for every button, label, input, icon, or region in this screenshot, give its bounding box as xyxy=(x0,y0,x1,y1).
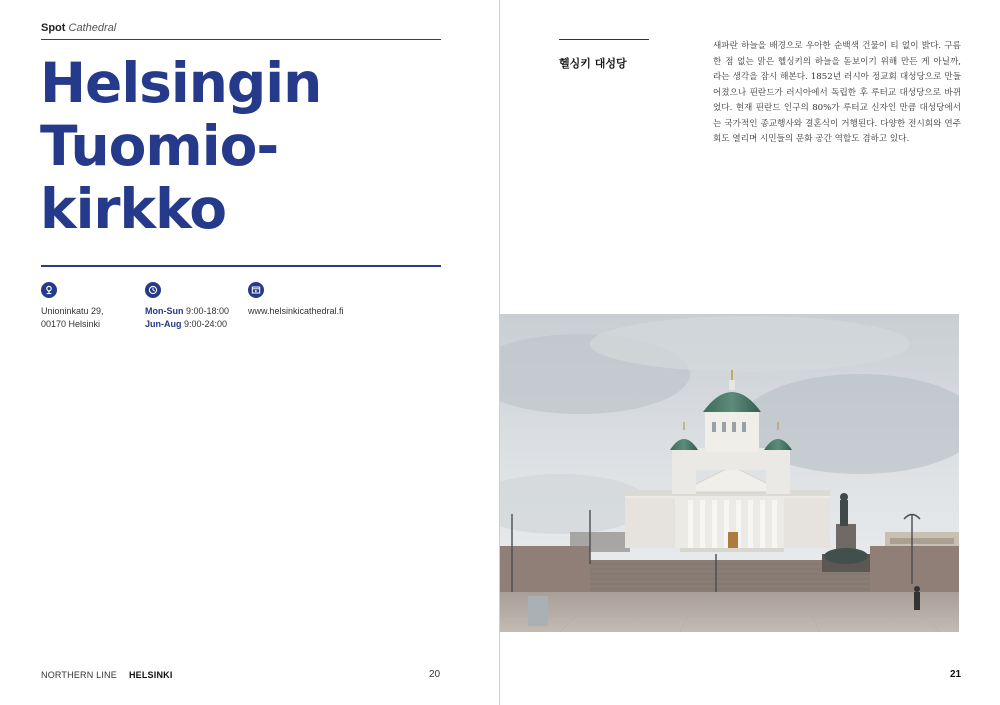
hours-row-1-value: 9:00-18:00 xyxy=(186,306,230,316)
subtitle-rule xyxy=(559,39,649,40)
browser-window-icon xyxy=(248,282,264,298)
cathedral-photo xyxy=(500,314,959,632)
website-link[interactable]: www.helsinkicathedral.fi xyxy=(248,306,344,316)
hours-block xyxy=(145,305,229,330)
title-line-1: Helsingin xyxy=(40,51,322,115)
page-number-right: 21 xyxy=(950,669,962,680)
hours-row-2-value: 9:00-24:00 xyxy=(184,318,228,329)
title-rule xyxy=(41,265,441,267)
section-label-category: Cathedral xyxy=(68,22,117,34)
hours-row-1-label: Mon-Sun xyxy=(145,306,184,316)
hours-row-2 xyxy=(145,318,229,331)
hours-row-2-label: Jun-Aug xyxy=(145,318,182,329)
section-label-spot: Spot xyxy=(41,22,66,34)
address-block xyxy=(41,305,104,330)
footer-left xyxy=(41,670,173,680)
title-line-3: kirkko xyxy=(40,177,227,241)
website-block xyxy=(248,305,344,318)
location-pin-icon xyxy=(41,282,57,298)
page-title xyxy=(40,52,460,241)
footer-city: HELSINKI xyxy=(128,670,173,680)
section-label xyxy=(41,22,116,34)
hours-row-1 xyxy=(145,305,229,318)
korean-subtitle: 헬싱키 대성당 xyxy=(559,57,627,70)
body-text: 새파란 하늘을 배경으로 우아한 순백색 건물이 티 없이 밝다. 구름 한 점 없는 맑은 헬싱키의 하늘을 돋보이기 위해 만든 게 아닐까, 라는 생각을 잠시 해본다. 1852년 러시아 정교회 대성당으로 만들어졌으나 핀란드가 러시아에서 독립한 후 루터교 대성당으로 바뀌었다. 현재 핀란드 인구의 80%가 루터교 신자인 만큼 대성당에서는 국가적인 종교행사와 결혼식이 거행된다. 다양한 전시회와 연주회도 열리며 시민들의 문화 공간 역할도 겸하고 있다. xyxy=(713,41,961,144)
page-number-left: 20 xyxy=(429,669,441,680)
address-line-2: 00170 Helsinki xyxy=(41,318,101,329)
footer-series: NORTHERN LINE xyxy=(41,670,117,680)
clock-icon xyxy=(145,282,161,298)
address-line-1: Unioninkatu 29, xyxy=(41,306,104,316)
top-rule xyxy=(41,39,441,40)
title-line-2: Tuomio- xyxy=(40,114,279,178)
